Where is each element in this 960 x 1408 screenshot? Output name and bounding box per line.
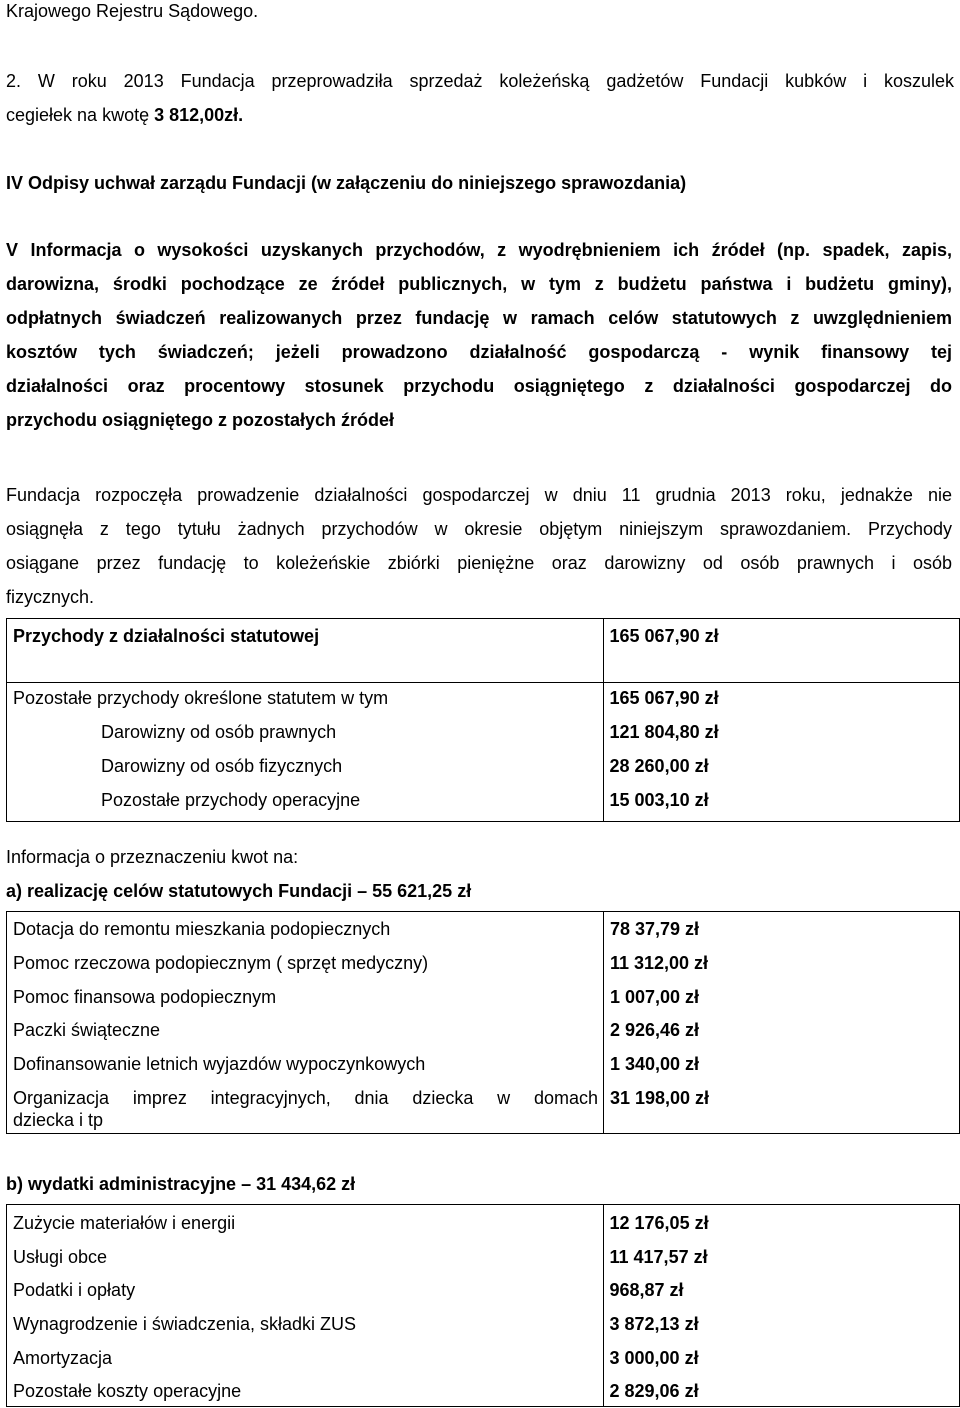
statutory-income-amount: 165 067,90 zł xyxy=(609,626,719,646)
other-income-amount: 165 067,90 zł xyxy=(609,688,719,708)
expense-label: Podatki i opłaty xyxy=(13,1280,136,1300)
section-v-line-6: przychodu osiągniętego z pozostałych źródeł xyxy=(6,410,395,430)
expense-amount: 1 340,00 zł xyxy=(609,1054,700,1074)
income-row-statutory xyxy=(7,619,960,683)
expense-cell-label xyxy=(7,912,604,1134)
expense-amount: 1 007,00 zł xyxy=(609,987,700,1007)
income-cell-amount xyxy=(603,619,959,683)
point-2-line-1: 2. W roku 2013 Fundacja przeprowadziła sprzedaż koleżeńską gadżetów Fundacji kubków i koszulek xyxy=(6,71,954,91)
income-cell-amount xyxy=(603,683,959,822)
expense-amount: 3 872,13 zł xyxy=(609,1314,699,1334)
expense-label: Pomoc rzeczowa podopiecznym ( sprzęt medyczny) xyxy=(13,953,429,973)
section-v-line-1: V Informacja o wysokości uzyskanych przychodów, z wyodrębnieniem ich źródeł (np. spadek, zapis, xyxy=(6,240,952,260)
expense-amount: 968,87 zł xyxy=(609,1280,684,1300)
expense-label: Paczki świąteczne xyxy=(13,1020,161,1040)
expense-label: Pozostałe koszty operacyjne xyxy=(13,1381,242,1401)
expense-amount: 3 000,00 zł xyxy=(609,1348,699,1368)
expense-label: Dofinansowanie letnich wyjazdów wypoczynkowych xyxy=(13,1054,426,1074)
expense-label: Wynagrodzenie i świadczenia, składki ZUS xyxy=(13,1314,356,1334)
income-cell-label xyxy=(7,683,604,822)
expense-cell-amount xyxy=(603,912,959,1134)
section-v-line-2: darowizna, środki pochodzące ze źródeł publicznych, w tym z budżetu państwa i budżetu gminy), xyxy=(6,274,952,294)
expense-label: Dotacja do remontu mieszkania podopiecznych xyxy=(13,919,391,939)
other-income-label: Pozostałe przychody określone statutem w tym xyxy=(13,688,389,708)
sub-item-amount: 28 260,00 zł xyxy=(609,756,709,776)
expense-amount: 31 198,00 zł xyxy=(609,1088,710,1108)
point-2-text: cegiełek na kwotę xyxy=(6,105,155,125)
expense-amount: 78 37,79 zł xyxy=(609,919,700,939)
sub-item-label: Pozostałe przychody operacyjne xyxy=(101,790,361,810)
sub-item-label: Darowizny od osób prawnych xyxy=(101,722,337,742)
statutory-income-label: Przychody z działalności statutowej xyxy=(13,626,320,646)
intro-line-2: osiągnęła z tego tytułu żadnych przychodów w okresie objętym niniejszym sprawozdaniem. Przychody xyxy=(6,519,952,539)
expense-label-line-1: Organizacja imprez integracyjnych, dnia dziecka w domach xyxy=(13,1088,598,1108)
expense-amount: 11 312,00 zł xyxy=(609,953,709,973)
table-row xyxy=(7,1205,960,1407)
expense-amount: 2 926,46 zł xyxy=(609,1020,700,1040)
table-row xyxy=(7,912,960,1134)
section-v-line-3: odpłatnych świadczeń realizowanych przez fundację w ramach celów statutowych z uwzględnieniem xyxy=(6,308,952,328)
section-b-table xyxy=(6,1204,960,1407)
section-v-line-5: działalności oraz procentowy stosunek przychodu osiągniętego z działalności gospodarczej do xyxy=(6,376,952,396)
point-2-line-2 xyxy=(6,104,243,126)
expense-label: Amortyzacja xyxy=(13,1348,113,1368)
expense-cell-label xyxy=(7,1205,604,1407)
intro-line-3: osiągane przez fundację to koleżeńskie zbiórki pieniężne oraz darowizny od osób prawnych i osób xyxy=(6,553,952,573)
expense-label: Pomoc finansowa podopiecznym xyxy=(13,987,277,1007)
expense-amount: 2 829,06 zł xyxy=(609,1381,699,1401)
expense-amount: 12 176,05 zł xyxy=(609,1213,709,1233)
income-table xyxy=(6,618,960,822)
income-cell-label xyxy=(7,619,604,683)
section-iv-title: IV Odpisy uchwał zarządu Fundacji (w załączeniu do niniejszego sprawozdania) xyxy=(6,173,687,193)
income-row-other xyxy=(7,683,960,822)
point-2-amount: 3 812,00zł. xyxy=(154,105,244,125)
section-a-title: a) realizację celów statutowych Fundacji – 55 621,25 zł xyxy=(6,881,472,901)
section-b-title: b) wydatki administracyjne – 31 434,62 zł xyxy=(6,1174,356,1194)
expense-label: Usługi obce xyxy=(13,1247,108,1267)
sub-item-amount: 15 003,10 zł xyxy=(609,790,709,810)
header-line: Krajowego Rejestru Sądowego. xyxy=(6,1,259,21)
sub-item-amount: 121 804,80 zł xyxy=(609,722,719,742)
section-v-line-4: kosztów tych świadczeń; jeżeli prowadzono działalność gospodarczą - wynik finansowy tej xyxy=(6,342,952,362)
intro-line-1: Fundacja rozpoczęła prowadzenie działalności gospodarczej w dniu 11 grudnia 2013 roku, jednakże nie xyxy=(6,485,952,505)
expense-amount: 11 417,57 zł xyxy=(609,1247,708,1267)
expense-label: Zużycie materiałów i energii xyxy=(13,1213,236,1233)
allocation-title: Informacja o przeznaczeniu kwot na: xyxy=(6,847,299,867)
expense-cell-amount xyxy=(603,1205,960,1407)
expense-label-line-2: dziecka i tp xyxy=(13,1110,104,1130)
sub-item-label: Darowizny od osób fizycznych xyxy=(101,756,343,776)
intro-line-4: fizycznych. xyxy=(6,587,95,607)
section-a-table xyxy=(6,911,960,1134)
